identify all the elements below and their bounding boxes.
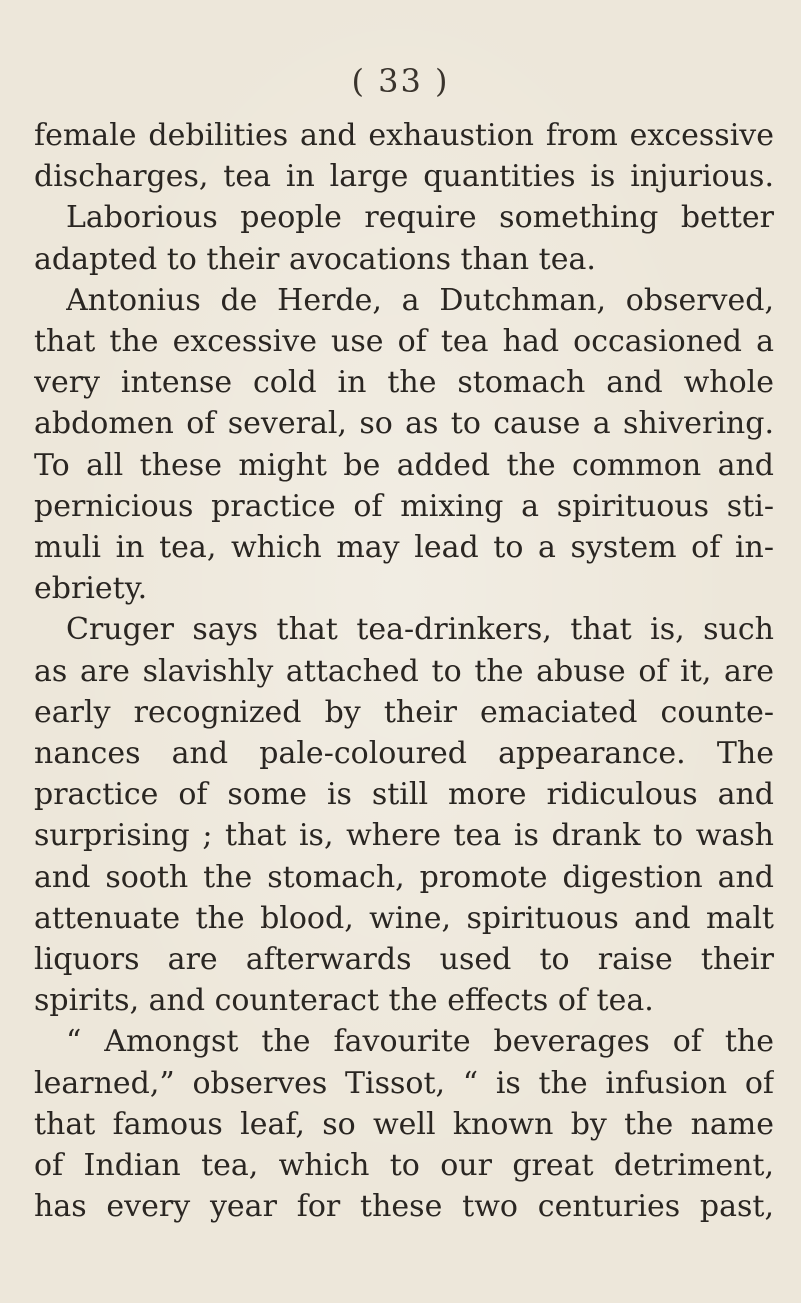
text-line: abdomen of several, so as to cause a shivering. [34, 406, 774, 442]
text-line: spirits, and counteract the effects of tea. [34, 983, 654, 1019]
text-line: ebriety. [34, 571, 148, 607]
text-line: pernicious practice of mixing a spirituous sti- [34, 488, 774, 524]
text-line: discharges, tea in large quantities is injurious. [34, 159, 774, 195]
text-line: adapted to their avocations than tea. [34, 241, 596, 277]
text-line: as are slavishly attached to the abuse of it, are [34, 653, 774, 689]
text-line: of Indian tea, which to our great detriment, [34, 1148, 774, 1183]
text-line: and sooth the stomach, promote digestion and [34, 859, 774, 895]
text-line: Cruger says that tea-drinkers, that is, such [66, 612, 774, 648]
page-number: ( 33 ) [351, 62, 450, 100]
text-line: that famous leaf, so well known by the name [34, 1106, 774, 1142]
text-line: Laborious people require something better [66, 200, 774, 236]
text-line: muli in tea, which may lead to a system of in- [34, 530, 774, 565]
text-line: learned,” observes Tissot, “ is the infusion of [34, 1065, 774, 1101]
text-line: To all these might be added the common and [34, 447, 774, 483]
text-line: Antonius de Herde, a Dutchman, observed, [66, 282, 774, 318]
text-line: that the excessive use of tea had occasioned a [34, 324, 774, 359]
text-line: “ Amongst the favourite beverages of the [66, 1024, 774, 1060]
text-line: very intense cold in the stomach and whole [34, 365, 774, 401]
text-line: surprising ; that is, where tea is drank to wash [34, 818, 774, 854]
text-line: early recognized by their emaciated counte- [34, 694, 774, 730]
text-line: attenuate the blood, wine, spirituous and malt [34, 900, 774, 936]
text-line: nances and pale-coloured appearance. The [34, 736, 774, 771]
text-line: practice of some is still more ridiculous and [34, 777, 774, 813]
text-line: liquors are afterwards used to raise their [34, 942, 774, 977]
text-line: female debilities and exhaustion from excessive [34, 118, 774, 153]
text-line: has every year for these two centuries past, [34, 1189, 774, 1225]
